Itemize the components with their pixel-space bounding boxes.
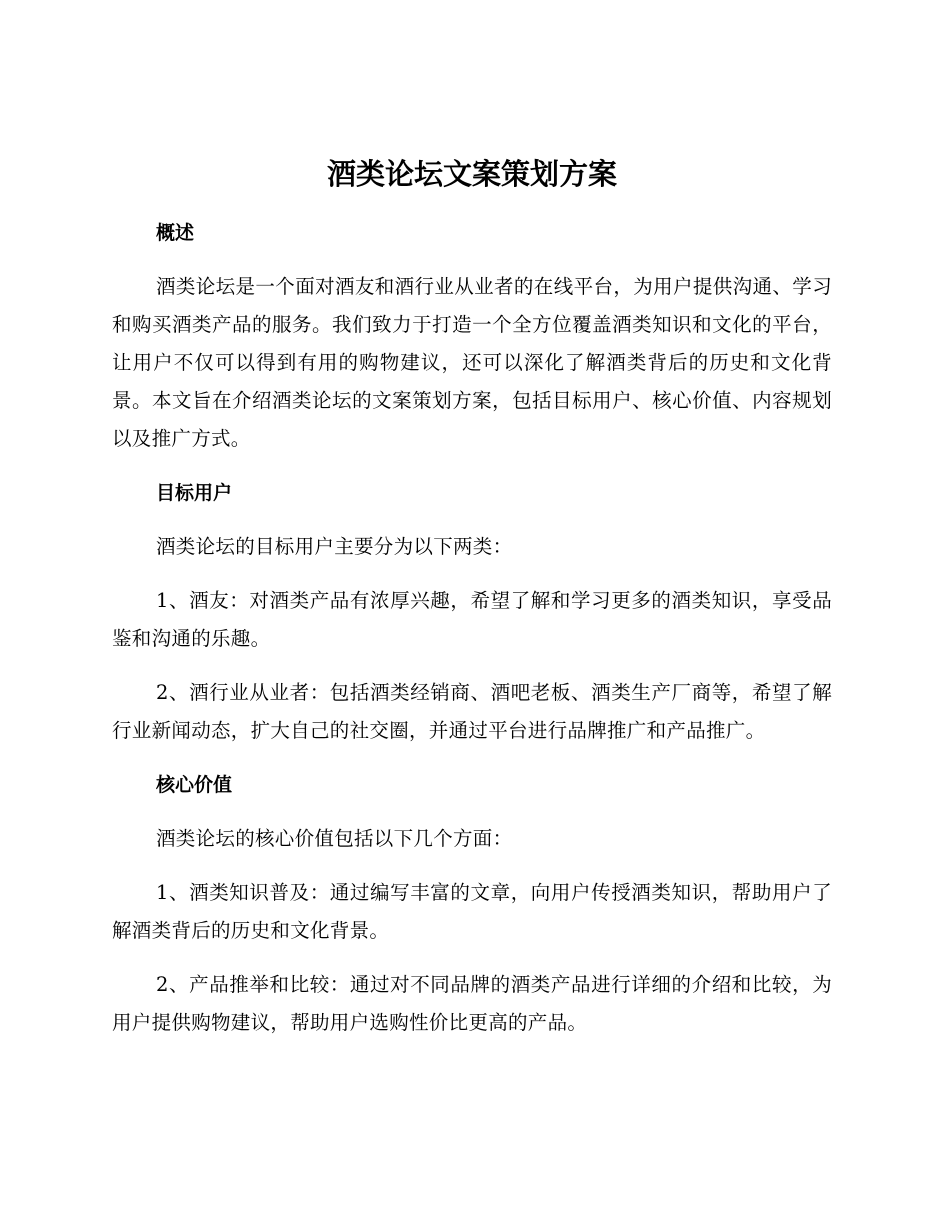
target-users-intro: 酒类论坛的目标用户主要分为以下两类： [156,535,513,558]
core-value-item-1: 1、酒类知识普及：通过编写丰富的文章，向用户传授酒类知识，帮助用户了解酒类背后的历史和文化背景。 [112,881,832,942]
core-value-intro: 酒类论坛的核心价值包括以下几个方面： [156,827,513,850]
target-users-item-1: 1、酒友：对酒类产品有浓厚兴趣，希望了解和学习更多的酒类知识，享受品鉴和沟通的乐趣。 [112,589,832,650]
section-heading-target-users: 目标用户 [156,482,233,504]
section-heading-core-value: 核心价值 [156,774,233,796]
target-users-item-2: 2、酒行业从业者：包括酒类经销商、酒吧老板、酒类生产厂商等，希望了解行业新闻动态，扩大自己的社交圈，并通过平台进行品牌推广和产品推广。 [112,681,832,742]
section-heading-overview: 概述 [156,222,195,244]
overview-paragraph: 酒类论坛是一个面对酒友和酒行业从业者的在线平台，为用户提供沟通、学习和购买酒类产品的服务。我们致力于打造一个全方位覆盖酒类知识和文化的平台，让用户不仅可以得到有用的购物建议，还可以深化了解酒类背后的历史和文化背景。本文旨在介绍酒类论坛的文案策划方案，包括目标用户、核心价值、内容规划以及推广方式。 [112,275,832,450]
document-page [112,148,832,1042]
core-value-item-2: 2、产品推举和比较：通过对不同品牌的酒类产品进行详细的介绍和比较，为用户提供购物建议，帮助用户选购性价比更高的产品。 [112,973,832,1034]
document-title: 酒类论坛文案策划方案 [326,157,617,191]
